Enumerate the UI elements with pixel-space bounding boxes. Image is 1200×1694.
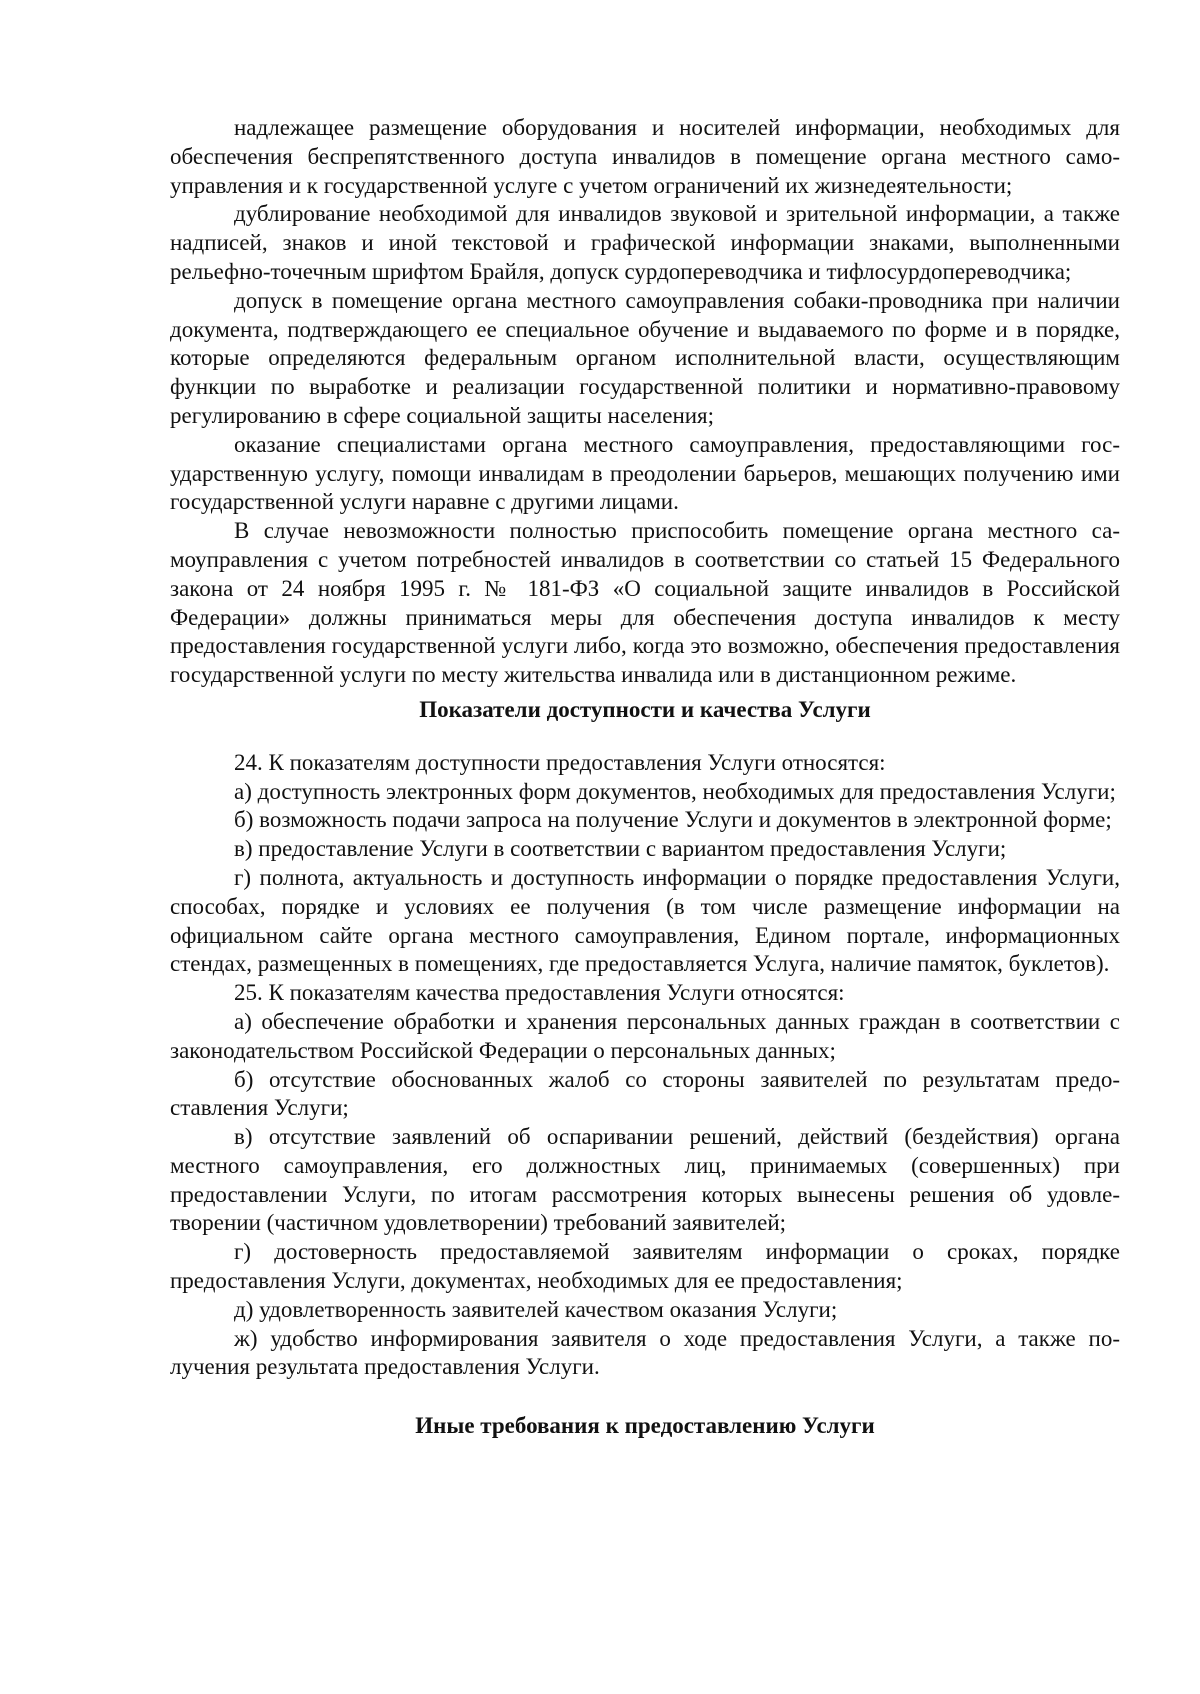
- paragraph: В случае невозможности полностью приспособить помещение органа местного самоуправления с учетом потребностей инвалидов в соответствии со статьей 15 Федерального закона от 24 ноября 1995 г. № 181-ФЗ «О социальной защите инвалидов в Российской Федерации» должны приниматься меры для обеспечения доступа инвалидов к месту предоставления государственной услуги либо, когда это возможно, обеспечения предоставления государственной услуги по месту жительства инвалида или в дистанционном режиме.: [170, 518, 1120, 688]
- paragraph: ж) удобство информирования заявителя о ходе предоставления Услуги, а также получения результата предоставления Услуги.: [170, 1325, 1120, 1380]
- paragraph: а) доступность электронных форм документов, необходимых для предоставления Услуги;: [234, 778, 1116, 804]
- document-body: [170, 114, 1120, 1441]
- paragraph: д) удовлетворенность заявителей качеством оказания Услуги;: [234, 1296, 838, 1322]
- paragraph: надлежащее размещение оборудования и носителей информации, необходимых для обеспечения беспрепятственного доступа инвалидов в помещение органа местного самоуправления и к государственной услуге с учетом ограничений их жизнедеятельности;: [170, 115, 1120, 198]
- paragraph: в) предоставление Услуги в соответствии с вариантом предоставления Услуги;: [234, 836, 1007, 862]
- paragraph: оказание специалистами органа местного самоуправления, предоставляющими государственную услугу, помощи инвалидам в преодолении барьеров, мешающих получению ими государственной услуги наравне с другими лицами.: [170, 431, 1120, 515]
- paragraph: г) достоверность предоставляемой заявителям информации о сроках, порядке предоставления Услуги, документах, необходимых для ее предоставления;: [170, 1239, 1120, 1294]
- section-indicators-list: [170, 749, 1120, 1383]
- paragraph: 24. К показателям доступности предоставления Услуги относятся:: [234, 749, 886, 775]
- section-accessibility-measures: [170, 114, 1120, 690]
- paragraph: б) возможность подачи запроса на получение Услуги и документов в электронной форме;: [234, 807, 1112, 833]
- paragraph: допуск в помещение органа местного самоуправления собаки-проводника при наличии документа, подтверждающего ее специальное обучение и выдаваемого по форме и в порядке, которые определяются федеральным органом исполнительной власти, осуществляющим функции по выработке и реализации государственной политики и нормативно-правовому регулированию в сфере социальной защиты населения;: [170, 287, 1120, 428]
- paragraph: а) обеспечение обработки и хранения персональных данных граждан в соответствии с законодательством Российской Федерации о персональных данных;: [170, 1008, 1120, 1063]
- paragraph: г) полнота, актуальность и доступность информации о порядке предоставления Услуги, способах, порядке и условиях ее получения (в том числе размещение информации на официальном сайте органа местного самоуправления, Едином портале, информационных стендах, размещенных в помещениях, где предоставляется Услуга, наличие памяток, буклетов).: [170, 864, 1120, 977]
- paragraph: в) отсутствие заявлений об оспаривании решений, действий (бездействия) органа местного самоуправления, его должностных лиц, принимаемых (совершенных) при предоставлении Услуги, по итогам рассмотрения которых вынесены решения об удовлетворении (частичном удовлетворении) требований заявителей;: [170, 1124, 1120, 1236]
- paragraph: дублирование необходимой для инвалидов звуковой и зрительной информации, а также надписей, знаков и иной текстовой и графической информации знаками, выполненными рельефно-точечным шрифтом Брайля, допуск сурдопереводчика и тифлосурдопереводчика;: [170, 201, 1120, 284]
- paragraph: 25. К показателям качества предоставления Услуги относятся:: [234, 980, 845, 1006]
- paragraph: б) отсутствие обоснованных жалоб со стороны заявителей по результатам предоставления Услуги;: [170, 1066, 1120, 1121]
- section-heading-indicators: Показатели доступности и качества Услуги: [419, 696, 871, 722]
- section-heading-other-requirements: Иные требования к предоставлению Услуги: [415, 1413, 875, 1439]
